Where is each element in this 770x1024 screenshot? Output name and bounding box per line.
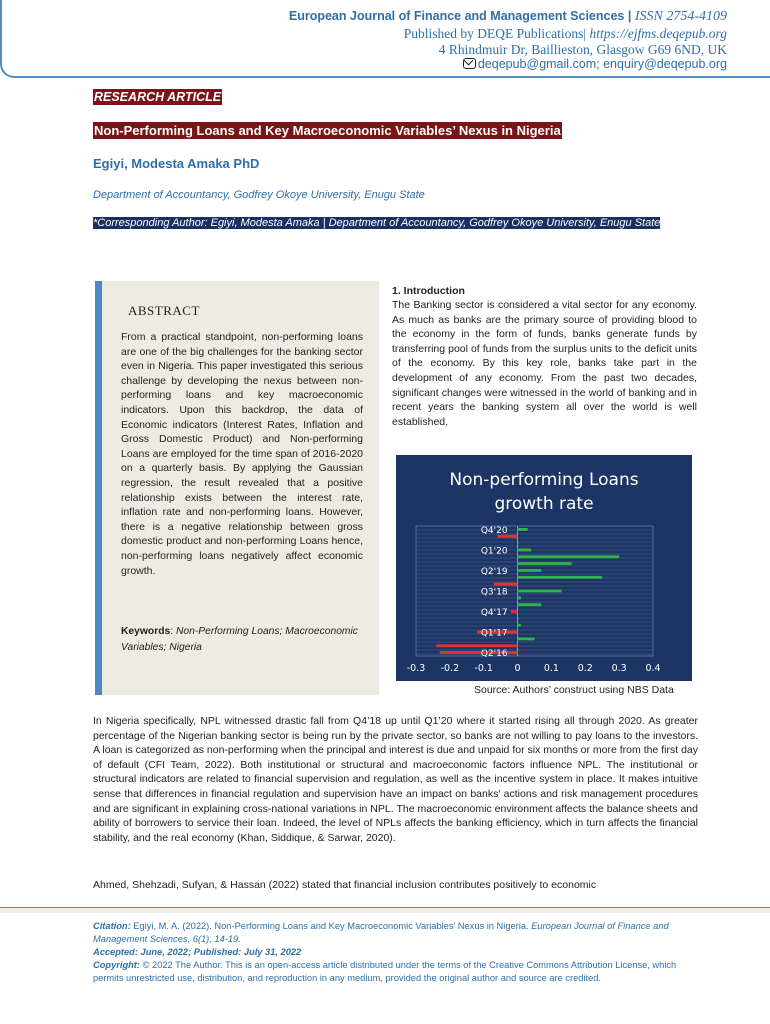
contact-emails[interactable]: deqepub@gmail.com; enquiry@deqepub.org xyxy=(463,57,727,71)
bar-Q3'17 xyxy=(518,617,519,620)
keywords: Keywords: Non-Performing Loans; Macroeconomic Variables; Nigeria xyxy=(121,626,358,653)
x-tick-label: 0 xyxy=(514,663,521,674)
bar-Q1'19 xyxy=(518,576,603,579)
npl-growth-chart xyxy=(396,455,692,681)
y-tick-label: Q2'16 xyxy=(480,649,508,660)
bar-Q4'19 xyxy=(518,555,620,558)
copyright: Copyright: © 2022 The Author. This is an open-access article distributed under the terms of the Creative Commons Attribution License, which permits unrestricted use, distribution, and reproduction in any medium, provided the original author and source are credited. xyxy=(93,960,677,983)
abstract-box xyxy=(95,281,379,695)
x-tick-label: -0.1 xyxy=(474,663,493,674)
body-paragraph-1: In Nigeria specifically, NPL witnessed drastic fall from Q4’18 up until Q1’20 where it started rising all through 2020. As greater percentage of the Nigerian banking sector is being run by the private sector, so banks are not willing to pay loans to the investors. A loan is categorized as non-performing when the principal and interest is due and unpaid for six months or more from the first day of default (CFI Team, 2022). Both institutional or structural and macroeconomic factors influence NPL. The institutional or structural indicators are related to financial supervision and regulation, as well as the incentive system in place. It makes intuitive sense that differences in financial regulation and supervision have an impact on banks' actions and risk management procedures and are significant in explaining cross-national variations in NPL. The macroeconomic environment affects the balance sheets and ability of borrowers to service their loan. Indeed, the level of NPLs affects the banking efficiency, which in turn affects the financial stability, and the real economy (Khan, Siddique, & Sarwar, 2020). xyxy=(93,715,698,844)
y-tick-label: Q4'17 xyxy=(480,608,508,619)
x-tick-label: 0.4 xyxy=(645,663,661,674)
article-type-label: RESEARCH ARTICLE xyxy=(94,90,222,104)
journal-issn: ISSN 2754-4109 xyxy=(634,9,727,24)
bar-Q3'19 xyxy=(518,562,572,565)
chart-source: Source: Authors’ construct using NBS Data xyxy=(474,684,674,696)
bar-Q4'17 xyxy=(511,610,518,613)
body-paragraph-2: Ahmed, Shehzadi, Sufyan, & Hassan (2022) stated that financial inclusion contributes positively to economic xyxy=(93,879,597,891)
y-tick-label: Q2'19 xyxy=(480,566,508,577)
abstract-heading: ABSTRACT xyxy=(128,303,200,318)
accepted-dates: Accepted: June, 2022; Published: July 31, 2022 xyxy=(93,947,302,957)
x-tick-label: 0.3 xyxy=(611,663,627,674)
chart-svg xyxy=(396,455,692,681)
y-tick-label: Q4'20 xyxy=(480,525,508,536)
publisher-address: 4 Rhindmuir Dr, Baillieston, Glasgow G69 6ND, UK xyxy=(438,42,727,57)
x-tick-label: 0.1 xyxy=(543,663,559,674)
author-department: Department of Accountancy, Godfrey Okoye University, Enugu State xyxy=(93,189,425,201)
mail-icon xyxy=(463,58,476,69)
bar-Q4'18 xyxy=(494,583,518,586)
intro-heading: 1. Introduction xyxy=(392,285,465,297)
keywords-list: Non-Performing Loans; Macroeconomic Variables; Nigeria xyxy=(121,626,358,653)
author-name: Egiyi, Modesta Amaka PhD xyxy=(93,156,260,171)
article-footer xyxy=(93,920,699,985)
journal-name: European Journal of Finance and Management Sciences | ISSN 2754-4109 xyxy=(288,9,727,24)
bar-Q1'18 xyxy=(518,603,542,606)
bar-Q4'16 xyxy=(518,637,535,640)
bar-Q3'18 xyxy=(518,590,562,593)
bar-Q2'18 xyxy=(518,596,521,599)
bar-Q2'20 xyxy=(518,542,519,545)
bar-Q2'17 xyxy=(518,624,521,627)
chart-title: Non-performing Loans growth rate xyxy=(449,470,639,514)
citation: Citation: Egiyi, M. A. (2022). Non-Performing Loans and Key Macroeconomic Variables’ Nexus in Nigeria. European Journal of Finance and Management Sciences, 6(1), 14-19. xyxy=(93,921,669,944)
journal-url-link[interactable]: https://ejfms.deqepub.org xyxy=(589,26,727,41)
x-tick-label: 0.2 xyxy=(577,663,593,674)
abstract-text: From a practical standpoint, non-performing loans are one of the big challenges for the banking sector even in Nigeria. This paper investigated this serious challenge by developing the nexus between non-performing loans and key macroeconomic indicators. Upon this backdrop, the data of Economic indicators (Interest Rates, Inflation and Gross Domestic Product) and Non-performing Loans are employed for the time span of 2016-2020 on a quarterly basis. By applying the Gaussian regression, the result revealed that a positive relationship exists between the interest rate, inflation rate and non-performing loans. However, there is a negative relationship between gross domestic product and non-performing Loans hence, non-performing loans negatively affect economic growth. xyxy=(121,331,363,577)
bar-Q3'16 xyxy=(436,644,517,647)
bar-Q1'20 xyxy=(518,549,532,552)
x-tick-label: -0.2 xyxy=(440,663,460,674)
y-tick-label: Q1'17 xyxy=(480,628,508,639)
article-title: Non-Performing Loans and Key Macroeconomic Variables’ Nexus in Nigeria xyxy=(94,123,561,138)
publisher-line: Published by DEQE Publications| https://ejfms.deqepub.org xyxy=(403,26,727,41)
bar-Q2'19 xyxy=(518,569,542,572)
corresponding-author: *Corresponding Author: Egiyi, Modesta Amaka | Department of Accountancy, Godfrey Okoye University, Enugu State xyxy=(93,217,661,229)
x-tick-label: -0.3 xyxy=(406,663,426,674)
intro-text: The Banking sector is considered a vital sector for any economy. As much as banks are the primary source of providing blood to the economy in the form of funds, banks generate funds by transferring pool of funds from the surplus units to the deficit units of the economy. By this key role, banks take part in the development of any economy. From the past two decades, significant changes were witnessed in the world of banking and in recent years the banking system all over the world is well established. xyxy=(392,299,697,428)
bar-Q4'20 xyxy=(518,528,528,531)
footer-divider xyxy=(0,907,770,913)
y-tick-label: Q3'18 xyxy=(480,587,508,598)
y-tick-label: Q1'20 xyxy=(480,546,508,557)
